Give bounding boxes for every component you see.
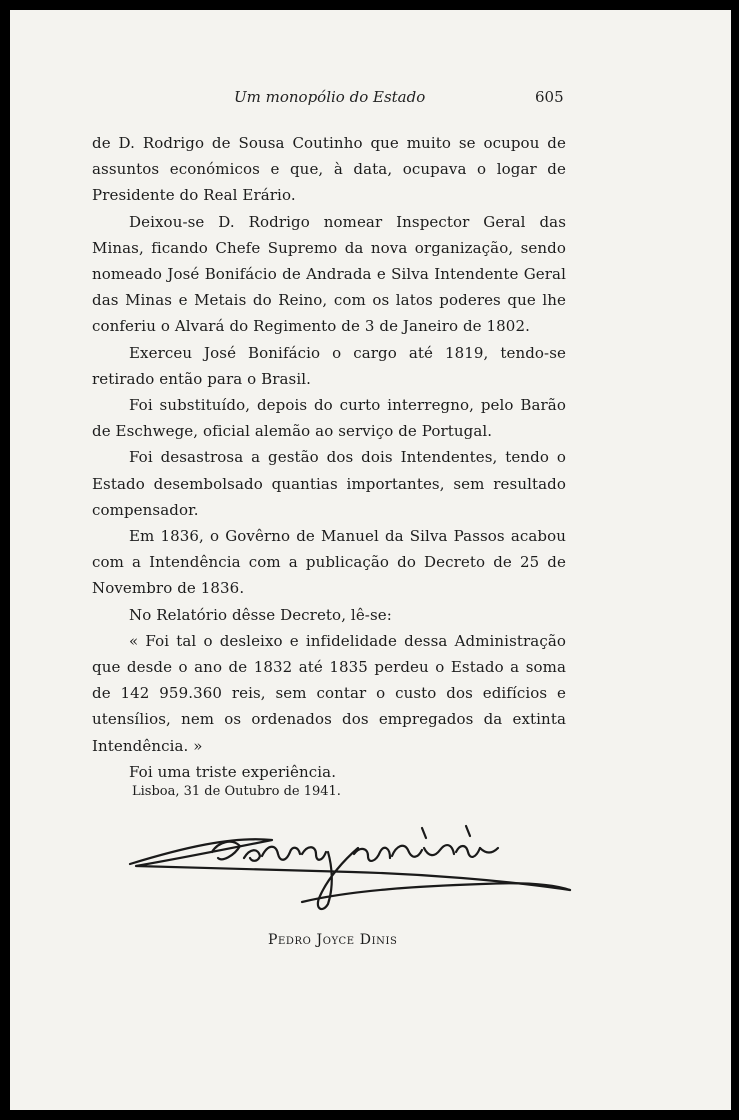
handwritten-signature <box>122 818 582 928</box>
paragraph: Foi uma triste experiência. <box>129 762 337 781</box>
paragraph: Deixou-se D. Rodrigo nomear Inspector Geral das Minas, ficando Chefe Supremo da nova organização, sendo nomeado José Bonifácio de Andrada e Silva Intendente Geral das Minas e Metais do Reino, com os latos poderes que lhe conferiu o Alvará do Regimento de 3 de Janeiro de 1802. <box>92 212 566 336</box>
paragraph: Foi desastrosa a gestão dos dois Intendentes, tendo o Estado desembolsado quantias importantes, sem resultado compensador. <box>92 448 566 519</box>
dateline: Lisboa, 31 de Outubro de 1941. <box>132 784 341 799</box>
paragraph: Em 1836, o Govêrno de Manuel da Silva Passos acabou com a Intendência com a publicação do Decreto de 25 de Novembro de 1836. <box>92 527 566 598</box>
body-text <box>92 130 566 785</box>
paragraph: No Relatório dêsse Decreto, lê-se: <box>129 605 392 624</box>
running-title: Um monopólio do Estado <box>234 88 426 106</box>
document-page <box>10 10 731 1110</box>
author-name: Pedro Joyce Dinis <box>268 932 398 948</box>
page-number: 605 <box>535 88 564 106</box>
paragraph: Foi substituído, depois do curto interregno, pelo Barão de Eschwege, oficial alemão ao serviço de Portugal. <box>92 396 566 441</box>
paragraph: de D. Rodrigo de Sousa Coutinho que muito se ocupou de assuntos económicos e que, à data, ocupava o logar de Presidente do Real Erário. <box>92 134 566 205</box>
quotation: « Foi tal o desleixo e infidelidade dessa Administração que desde o ano de 1832 até 1835 perdeu o Estado a soma de 142 959.360 reis, sem contar o custo dos edifícios e utensílios, nem os ordenados dos empregados da extinta Intendência. » <box>92 631 566 755</box>
paragraph: Exerceu José Bonifácio o cargo até 1819, tendo-se retirado então para o Brasil. <box>92 343 566 388</box>
